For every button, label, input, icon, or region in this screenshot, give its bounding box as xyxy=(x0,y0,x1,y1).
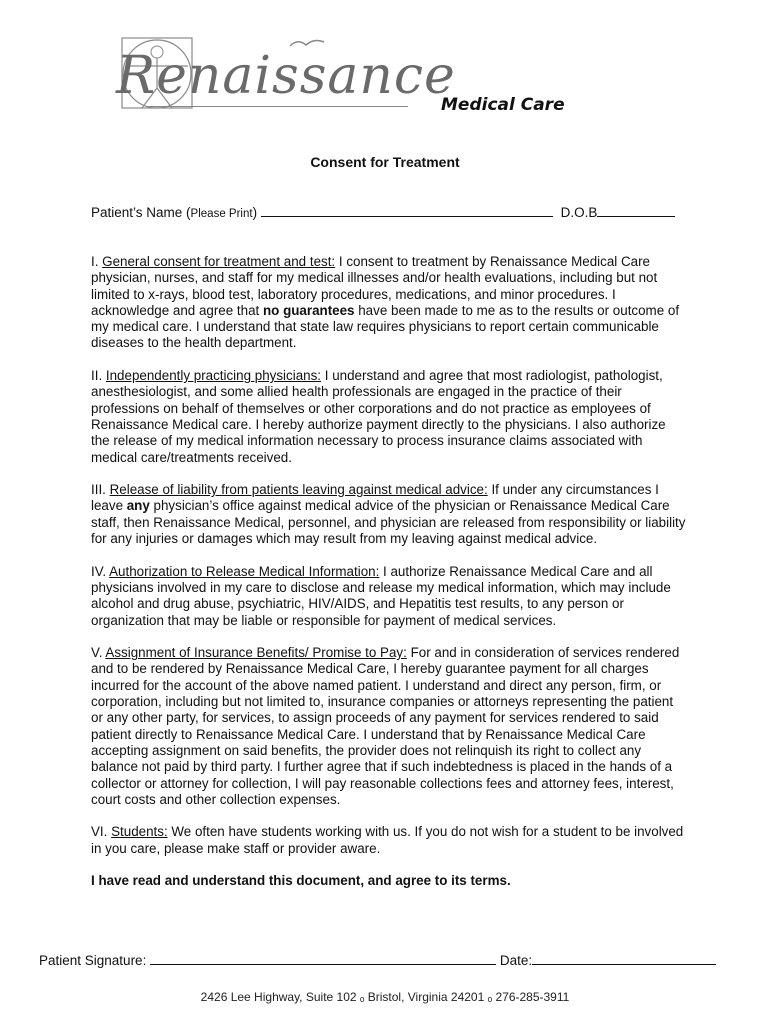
patient-name-row xyxy=(91,204,675,220)
section-3-heading: Release of liability from patients leaving against medical advice: xyxy=(109,482,488,498)
patient-name-hint: Please Print xyxy=(190,208,253,220)
section-1-heading: General consent for treatment and test: xyxy=(102,254,336,269)
section-1-text-end: have been made to me as to the results or outcome of my medical care. I understand that state law requires physicians to report certain communicable diseases to the health department. xyxy=(91,302,680,351)
section-6 xyxy=(91,824,686,857)
section-2 xyxy=(91,368,686,466)
logo-divider xyxy=(148,106,408,107)
section-5-heading: Assignment of Insurance Benefits/ Promise to Pay: xyxy=(105,645,407,661)
signature-row xyxy=(39,952,716,968)
section-6-text: We often have students working with us. If you do not wish for a student to be involved in you care, please make staff or provider aware. xyxy=(91,824,684,856)
signature-label: Patient Signature: xyxy=(39,953,151,968)
section-4-number: IV. xyxy=(91,563,110,579)
section-1-bold: no guarantees xyxy=(262,302,355,318)
section-2-number: II. xyxy=(91,368,106,384)
section-6-number: VI. xyxy=(91,824,112,840)
consent-body xyxy=(91,254,686,906)
section-1 xyxy=(91,254,686,352)
logo-wordmark: Renaissance xyxy=(116,46,456,106)
signature-field[interactable] xyxy=(150,952,496,965)
section-5 xyxy=(91,645,686,808)
patient-name-label: Patient’s Name ( xyxy=(91,205,191,220)
header-subtitle: Medical Care xyxy=(441,95,565,115)
section-3-number: III. xyxy=(91,482,110,498)
dob-field[interactable] xyxy=(597,204,675,217)
date-label: Date: xyxy=(496,953,533,968)
section-3-text-end: physician’s office against medical advice of the physician or Renaissance Medical Care staff, then Renaissance Medical, personnel, and physician are released from responsibility or liability for any injuries or damages which may result from my leaving against medical advice. xyxy=(91,498,686,547)
patient-name-field[interactable] xyxy=(261,204,553,217)
section-2-text: I understand and agree that most radiologist, pathologist, anesthesiologist, and some allied health professionals are engaged in the practice of their professions on behalf of themselves or other corporations and do not practice as employees of Renaissance Medical care. I hereby authorize payment directly to the physicians. I also authorize the release of my medical information necessary to process insurance claims associated with medical care/treatments received. xyxy=(91,368,666,465)
section-3-bold: any xyxy=(126,498,150,514)
footer-address: 2426 Lee Highway, Suite 102 ₒ Bristol, Virginia 24201 ₒ 276-285-3911 xyxy=(200,990,570,1004)
patient-name-close: ) xyxy=(252,205,258,220)
dob-label: D.O.B xyxy=(560,205,598,220)
section-1-text: I consent to treatment by Renaissance Medical Care physician, nurses, and staff for my medical illnesses and/or health evaluations, including but not limited to x-rays, blood test, laboratory procedures, medications, and minor procedures. I acknowledge and agree that xyxy=(91,254,658,318)
section-5-number: V. xyxy=(91,645,106,661)
section-5-text: For and in consideration of services rendered and to be rendered by Renaissance Medical Care, I hereby guarantee payment for all charges incurred for the account of the above named patient. I understand and direct any person, firm, or corporation, including but not limited to, insurance companies or attorneys representing the patient or any other party, for services, to assign proceeds of any payment for services rendered to said patient directly to Renaissance Medical Care. I understand that by Renaissance Medical Care accepting assignment on said benefits, the provider does not relinquish its right to collect any balance not paid by third party. I further agree that if such indebtedness is placed in the hands of a collector or attorney for collection, I will pay reasonable collections fees and attorney fees, interest, court costs and other collection expenses. xyxy=(91,645,680,807)
section-4-heading: Authorization to Release Medical Information: xyxy=(109,563,380,579)
section-4-text: I authorize Renaissance Medical Care and all physicians involved in my care to disclose and release my medical information, which may include alcohol and drug abuse, psychiatric, HIV/AIDS, and Hepatitis test results, to any person or organization that may be liable or responsible for payment of medical services. xyxy=(91,563,671,628)
section-6-heading: Students: xyxy=(111,824,168,840)
renaissance-logo xyxy=(108,28,456,118)
bird-icon xyxy=(288,36,328,52)
section-4 xyxy=(91,564,686,629)
page-title: Consent for Treatment xyxy=(310,154,460,170)
section-3 xyxy=(91,482,686,547)
closing-statement: I have read and understand this document, and agree to its terms. xyxy=(91,873,511,889)
section-3-text: If under any circumstances I leave xyxy=(91,482,659,514)
section-2-heading: Independently practicing physicians: xyxy=(105,368,322,384)
date-field[interactable] xyxy=(532,952,716,965)
section-1-number: I. xyxy=(91,254,103,269)
